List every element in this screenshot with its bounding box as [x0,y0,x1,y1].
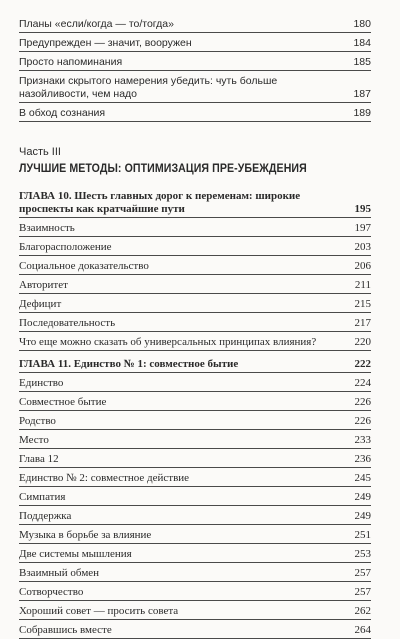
toc-entry [19,525,371,544]
chapter-page: 195 [354,203,371,215]
toc-entry [19,544,371,563]
toc-entry-title: Последовательность [19,317,116,329]
toc-entry-title: Две системы мышления [19,548,132,560]
toc-entry [19,449,371,468]
toc-entry-title: В обход сознания [19,107,106,119]
toc-entry-title: Сотворчество [19,586,84,598]
toc-entry-title: Взаимность [19,222,75,234]
chapter-entry [19,351,371,373]
toc-entry-title: Симпатия [19,491,66,503]
toc-entry [19,468,371,487]
toc-entry-page: 251 [354,529,371,541]
toc-entry [19,71,371,103]
toc-entry [19,411,371,430]
toc-entry-page: 215 [354,298,371,310]
toc-entry [19,313,371,332]
toc-entry [19,506,371,525]
part-title: ЛУЧШИЕ МЕТОДЫ: ОПТИМИЗАЦИЯ ПРЕ-УБЕЖДЕНИЯ [19,163,307,175]
toc-entry-page: 253 [354,548,371,560]
toc-entry-title: Планы «если/когда — то/тогда» [19,18,174,30]
toc-entry-page: 249 [354,510,371,522]
toc-entry-page: 217 [354,317,371,329]
toc-entry-page: 226 [354,396,371,408]
toc-entry [19,582,371,601]
toc-entry-page: 233 [354,434,371,446]
toc-entry-title: Дефицит [19,298,62,310]
toc-entry-page: 189 [353,107,371,119]
toc-entry-title: Просто напоминания [19,56,123,68]
toc-entry-page: 220 [354,336,371,348]
toc-entry-page: 206 [354,260,371,272]
toc-entry-title: Признаки скрытого намерения убедить: чуть больше назойливости, чем надо [19,75,278,100]
toc-entry [19,563,371,582]
toc-entry-title: Что еще можно сказать об универсальных принципах влияния? [19,336,317,348]
toc-entry-title: Хороший совет — просить совета [19,605,179,617]
toc-entry-page: 257 [354,586,371,598]
chapter-title: ГЛАВА 10. Шесть главных дорог к переменам: широкие проспекты как кратчайшие пути [19,190,301,215]
toc-entry-page: 236 [354,453,371,465]
toc-entry [19,487,371,506]
toc-entry-title: Взаимный обмен [19,567,100,579]
toc-entry-title: Музыка в борьбе за влияние [19,529,152,541]
toc-entry-title: Родство [19,415,56,427]
toc-entry-title: Поддержка [19,510,72,522]
toc-entry [19,103,371,122]
toc-entry [19,373,371,392]
toc-entry [19,33,371,52]
toc-entry-page: 264 [354,624,371,636]
chapter-page: 222 [354,358,371,370]
toc-entry-page: 197 [354,222,371,234]
toc-entry [19,52,371,71]
part-label: Часть III [19,146,61,158]
toc-entry-page: 184 [353,37,371,49]
toc-entry-title: Место [19,434,49,446]
toc-entry [19,601,371,620]
toc-entry-title: Социальное доказательство [19,260,149,272]
toc-entry-title: Глава 12 [19,453,59,465]
toc-entry-page: 187 [353,88,371,100]
toc-entry [19,237,371,256]
toc-entry-page: 203 [354,241,371,253]
toc-entry [19,430,371,449]
toc-entry-page: 245 [354,472,371,484]
toc-entry [19,332,371,351]
toc-entry-page: 211 [354,279,371,291]
toc-entry [19,14,371,33]
toc-entry-page: 224 [354,377,371,389]
chapter-title: ГЛАВА 11. Единство № 1: совместное бытие [19,358,239,370]
toc-entry [19,294,371,313]
toc-entry-page: 249 [354,491,371,503]
toc-entry-page: 226 [354,415,371,427]
chapter-entry [19,183,371,218]
toc-entry-page: 180 [353,18,371,30]
toc-entry-title: Совместное бытие [19,396,107,408]
toc-entry-title: Благорасположение [19,241,112,253]
toc-entry [19,392,371,411]
toc-entry-page: 262 [354,605,371,617]
toc-entry-page: 257 [354,567,371,579]
toc-entry-title: Предупрежден — значит, вооружен [19,37,192,49]
toc-entry [19,275,371,294]
toc-entry-title: Единство № 2: совместное действие [19,472,190,484]
toc-entry [19,256,371,275]
toc-entry-title: Собравшись вместе [19,624,112,636]
toc-entry-title: Единство [19,377,64,389]
toc-entry-page: 185 [353,56,371,68]
toc-entry-title: Авторитет [19,279,68,291]
toc-entry [19,218,371,237]
toc-entry [19,620,371,639]
